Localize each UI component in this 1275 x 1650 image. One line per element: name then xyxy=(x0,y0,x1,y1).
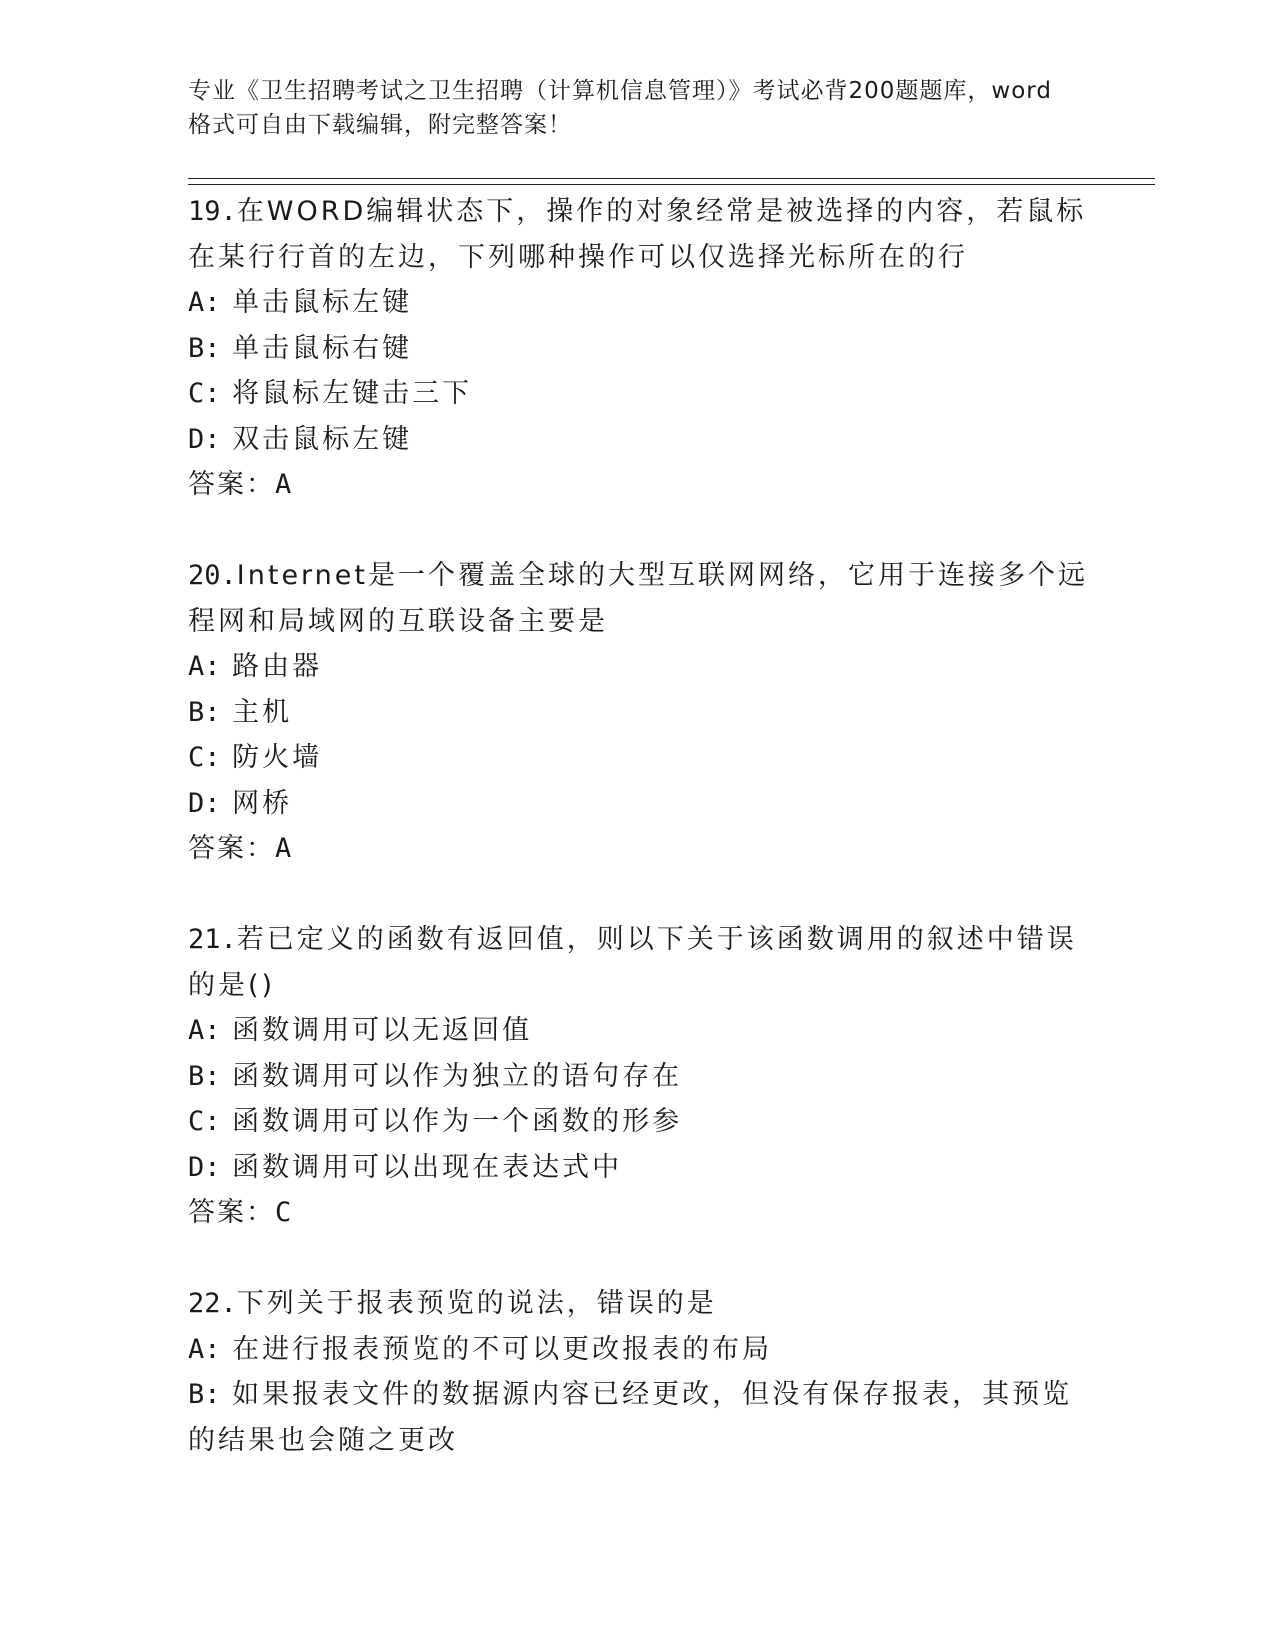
question-number: 20. xyxy=(188,560,237,591)
option-b xyxy=(188,1054,1088,1100)
answer-line: 答案：A xyxy=(188,469,294,500)
header-divider-bottom xyxy=(188,184,1155,185)
header-line-2: 格式可自由下载编辑，附完整答案！ xyxy=(188,112,572,138)
option-label: B: xyxy=(188,1379,221,1410)
header-divider-top xyxy=(188,178,1155,179)
option-text: 双击鼠标左键 xyxy=(232,423,413,455)
question-text: 下列关于报表预览的说法，错误的是 xyxy=(236,1288,717,1319)
question-20 xyxy=(188,553,1088,872)
option-label: C: xyxy=(188,742,221,773)
option-a xyxy=(188,644,1088,690)
option-c xyxy=(188,371,1088,417)
option-label: B: xyxy=(188,696,221,728)
option-d xyxy=(188,1145,1088,1191)
option-c xyxy=(188,735,1088,781)
header-line-1: 专业《卫生招聘考试之卫生招聘（计算机信息管理）》考试必背200题题库，word xyxy=(188,78,1052,104)
option-label: A: xyxy=(188,1015,221,1046)
question-stem xyxy=(188,1281,1088,1327)
question-22 xyxy=(188,1281,1088,1463)
option-text: 主机 xyxy=(232,696,293,728)
question-text: 在WORD编辑状态下，操作的对象经常是被选择的内容，若鼠标在某行行首的左边，下列哪种操作可以仅选择光标所在的行 xyxy=(188,196,1087,273)
question-number: 22. xyxy=(188,1288,237,1319)
question-text: 若已定义的函数有返回值，则以下关于该函数调用的叙述中错误的是() xyxy=(188,924,1077,1001)
option-text: 单击鼠标右键 xyxy=(232,332,413,364)
option-text: 网桥 xyxy=(232,787,293,819)
option-text: 在进行报表预览的不可以更改报表的布局 xyxy=(232,1333,773,1365)
option-label: A: xyxy=(188,651,221,682)
option-label: B: xyxy=(188,1060,221,1092)
option-label: C: xyxy=(188,378,221,409)
option-label: A: xyxy=(188,1333,221,1365)
option-text: 函数调用可以作为独立的语句存在 xyxy=(232,1060,683,1092)
option-text: 如果报表文件的数据源内容已经更改，但没有保存报表，其预览的结果也会随之更改 xyxy=(188,1379,1073,1456)
option-b xyxy=(188,326,1088,372)
option-text: 将鼠标左键击三下 xyxy=(232,378,473,409)
option-b xyxy=(188,690,1088,736)
option-label: C: xyxy=(188,1106,221,1137)
option-text: 函数调用可以出现在表达式中 xyxy=(232,1151,623,1183)
option-label: A: xyxy=(188,287,221,318)
option-label: D: xyxy=(188,787,221,819)
option-c xyxy=(188,1099,1088,1145)
question-number: 19. xyxy=(188,196,237,227)
option-label: D: xyxy=(188,1151,221,1183)
question-stem xyxy=(188,553,1088,644)
option-label: B: xyxy=(188,332,221,364)
option-text: 防火墙 xyxy=(232,742,323,773)
question-list xyxy=(188,189,1088,1509)
question-stem xyxy=(188,917,1088,1008)
question-19 xyxy=(188,189,1088,508)
option-b xyxy=(188,1372,1088,1463)
option-d xyxy=(188,417,1088,463)
option-a xyxy=(188,280,1088,326)
option-text: 路由器 xyxy=(232,651,323,682)
option-text: 单击鼠标左键 xyxy=(232,287,413,318)
option-d xyxy=(188,781,1088,827)
question-number: 21. xyxy=(188,924,237,955)
question-21 xyxy=(188,917,1088,1236)
option-text: 函数调用可以作为一个函数的形参 xyxy=(232,1106,683,1137)
document-header xyxy=(188,74,1088,142)
question-text: Internet是一个覆盖全球的大型互联网网络，它用于连接多个远程网和局域网的互联设备主要是 xyxy=(188,560,1088,637)
option-a xyxy=(188,1008,1088,1054)
question-stem xyxy=(188,189,1088,280)
answer-line: 答案：A xyxy=(188,833,294,864)
option-a xyxy=(188,1327,1088,1373)
option-label: D: xyxy=(188,423,221,455)
answer-line: 答案：C xyxy=(188,1197,294,1228)
option-text: 函数调用可以无返回值 xyxy=(232,1015,533,1046)
